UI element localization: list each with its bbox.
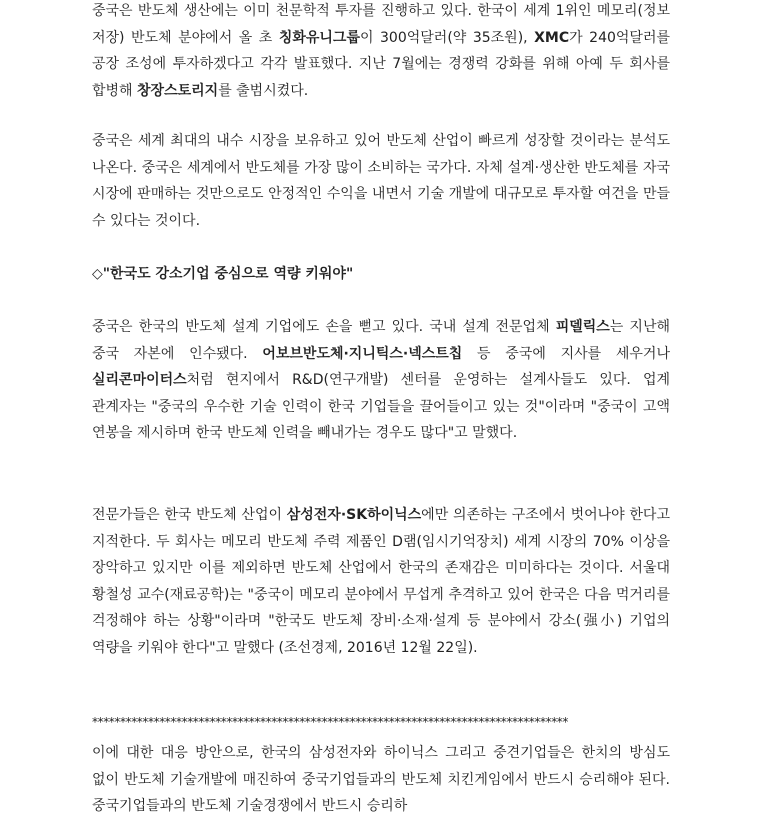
- paragraph-text: 처럼 현지에서 R&D(연구개발) 센터를 운영하는 설계사들도 있다. 업계 관계자는 "중국의 우수한 기술 인력이 한국 기업들을 끌어들이고 있는 것"이라며 "중국이 고액 연봉을 제시하며 한국 반도체 인력을 빼내가는 경우도 많다"고 말했다.: [92, 372, 670, 442]
- company-name-yangtze-storage: 창장스토리지: [137, 82, 219, 99]
- company-name-fidelix: 피델릭스: [555, 319, 610, 335]
- company-names-samsung-sk: 삼성전자·SK하이닉스: [286, 507, 422, 523]
- paragraph-text: 중국은 반도체 생산에는 이미 천문학적 투자를 진행하고 있다. 한국이 세계 1위인 메모리(정보 저장) 반도체 분야에서 올 초: [92, 3, 670, 46]
- company-name-xmc: XMC: [534, 29, 570, 46]
- paragraph-domestic-market: 중국은 세계 최대의 내수 시장을 보유하고 있어 반도체 산업이 빠르게 성장할 것이라는 분석도 나온다. 중국은 세계에서 반도체를 가장 많이 소비하는 국가다. 자체 설계·생산한 반도체를 자국 시장에 판매하는 것만으로도 안정적인 수익을 내면서 기술 개발에 대규모로 투자할 여건을 만들 수 있다는 것이다.: [92, 133, 670, 229]
- paragraph-text: 등 중국에 지사를 세우거나: [462, 345, 670, 362]
- paragraph-text: 이 300억달러(약 35조원),: [359, 29, 535, 46]
- paragraph-text: 전문가들은 한국 반도체 산업이: [92, 507, 287, 523]
- paragraph-expert-opinion: [92, 502, 670, 662]
- paragraph-text: 를 출범시켰다.: [218, 82, 309, 99]
- paragraph-text: 는 지난해 중국 자본에 인수됐다.: [92, 319, 670, 362]
- separator-line: *************************************************************************************: [92, 715, 569, 729]
- paragraph-text: 가 240억달러를 공장 조성에 투자하겠다고 각각 발표했다. 지난 7월에는 경쟁력 강화를 위해 아예 두 회사를 합병해: [92, 29, 670, 99]
- paragraph-text: 에만 의존하는 구조에서 벗어나야 한다고 지적한다. 두 회사는 메모리 반도체 주력 제품인 D램(임시기억장치) 세계 시장의 70% 이상을 장악하고 있지만 이를 제외하면 반도체 산업에서 한국의 존재감은 미미하다는 것이다. 서울대 황철성 교수(재료공학)는 "중국이 메모리 분야에서 무섭게 추격하고 있어 한국은 다음 먹거리를 걱정해야 하는 상황"이라며 "한국도 반도체 장비·소재·설계 등 분야에서 강소(强小) 기업의 역량을 키워야 한다"고 말했다 (조선경제, 2016년 12월 22일).: [92, 507, 670, 656]
- section-heading: ◇"한국도 강소기업 중심으로 역량 키워야": [92, 266, 354, 282]
- company-name-tsinghua-unigroup: 칭화유니그룹: [278, 29, 360, 46]
- company-names-design-group: 어보브반도체·지니틱스·넥스트칩: [262, 345, 463, 362]
- paragraph-text: 중국은 한국의 반도체 설계 기업에도 손을 뻗고 있다. 국내 설계 전문업체: [92, 319, 556, 335]
- paragraph-design-firms: [92, 314, 670, 447]
- paragraph-china-investment: [92, 0, 670, 104]
- company-name-silicon-mitus: 실리콘마이터스: [92, 372, 187, 389]
- paragraph-response-plan: 이에 대한 대응 방안으로, 한국의 삼성전자와 하이닉스 그리고 중견기업들은 한치의 방심도 없이 반도체 기술개발에 매진하여 중국기업들과의 반도체 치킨게임에서 반드시 승리해야 된다. 중국기업들과의 반도체 기술경쟁에서 반드시 승리하: [92, 745, 670, 815]
